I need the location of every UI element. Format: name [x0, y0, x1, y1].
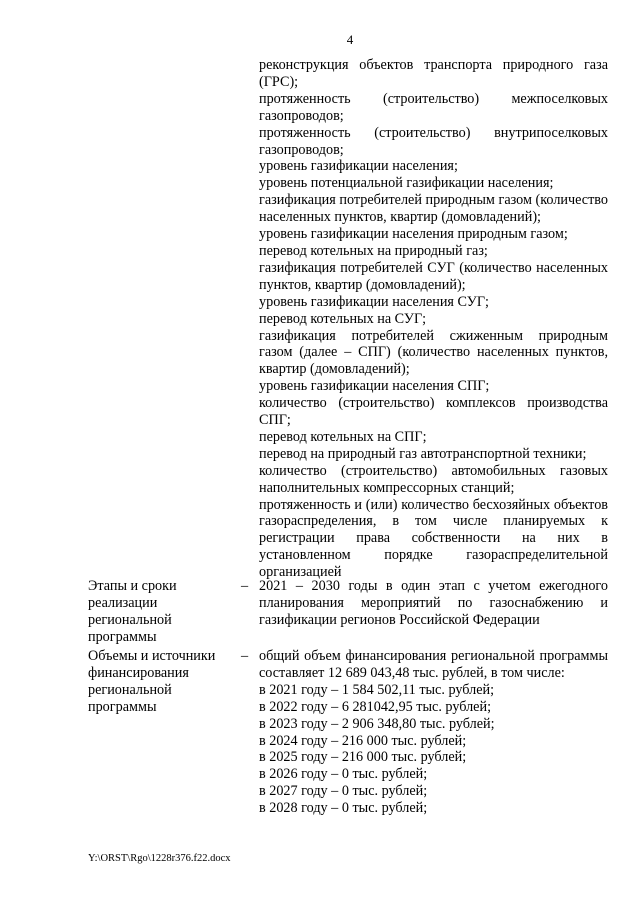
funding-year: в 2028 году – 0 тыс. рублей; [259, 800, 428, 817]
stages-label: Этапы и сроки реализации региональной программы [88, 578, 177, 645]
indicator-item: перевод котельных на СУГ; [259, 310, 427, 327]
funding-year: в 2025 году – 216 000 тыс. рублей; [259, 749, 467, 766]
funding-text [259, 648, 608, 817]
stages-dash: – [241, 578, 249, 594]
file-path-footer: Y:\ORST\Rgo\1228r376.f22.docx [88, 853, 231, 864]
indicator-item: газификация потребителей СУГ (количество населенных пунктов, квартир (домовладений); [259, 259, 608, 293]
indicator-item: протяженность (строительство) межпоселковых газопроводов; [259, 90, 608, 124]
funding-label: Объемы и источники финансирования региональной программы [88, 648, 216, 715]
stages-text: 2021 – 2030 годы в один этап с учетом ежегодного планирования мероприятий по газоснабжению и газификации регионов Российской Федерации [259, 578, 608, 628]
page-number: 4 [346, 32, 354, 47]
indicator-item: количество (строительство) автомобильных газовых наполнительных компрессорных станций; [259, 462, 608, 496]
indicator-item: уровень газификации населения; [259, 158, 458, 175]
indicator-item: протяженность (строительство) внутрипоселковых газопроводов; [259, 124, 608, 158]
funding-year: в 2027 году – 0 тыс. рублей; [259, 783, 428, 800]
funding-year: в 2023 году – 2 906 348,80 тыс. рублей; [259, 715, 495, 732]
indicator-item: количество (строительство) комплексов производства СПГ; [259, 395, 608, 429]
indicator-item: перевод котельных на СПГ; [259, 428, 427, 445]
funding-year: в 2026 году – 0 тыс. рублей; [259, 766, 428, 783]
indicator-item: перевод котельных на природный газ; [259, 242, 488, 259]
indicator-item: протяженность и (или) количество бесхозяйных объектов газораспределения, в том числе планируемых к регистрации права собственности на них в установленном порядке газораспределительной организацией [259, 496, 608, 581]
indicator-item: перевод на природный газ автотранспортной техники; [259, 445, 587, 462]
indicators-list [259, 57, 608, 581]
funding-year: в 2022 году – 6 281042,95 тыс. рублей; [259, 698, 492, 715]
funding-year: в 2024 году – 216 000 тыс. рублей; [259, 732, 467, 749]
indicator-item: уровень газификации населения природным газом; [259, 226, 568, 243]
funding-intro: общий объем финансирования региональной программы составляет 12 689 043,48 тыс. рублей, в том числе: [259, 648, 608, 681]
indicator-item: газификация потребителей сжиженным природным газом (далее – СПГ) (количество населенных пунктов, квартир (домовладений); [259, 327, 608, 378]
indicator-item: газификация потребителей природным газом (количество населенных пунктов, квартир (домовладений); [259, 192, 608, 226]
funding-year: в 2021 году – 1 584 502,11 тыс. рублей; [259, 681, 495, 698]
funding-dash: – [241, 648, 249, 664]
indicator-item: уровень потенциальной газификации населения; [259, 175, 554, 192]
indicator-item: реконструкция объектов транспорта природного газа (ГРС); [259, 57, 608, 90]
indicator-item: уровень газификации населения СУГ; [259, 293, 489, 310]
indicator-item: уровень газификации населения СПГ; [259, 378, 490, 395]
